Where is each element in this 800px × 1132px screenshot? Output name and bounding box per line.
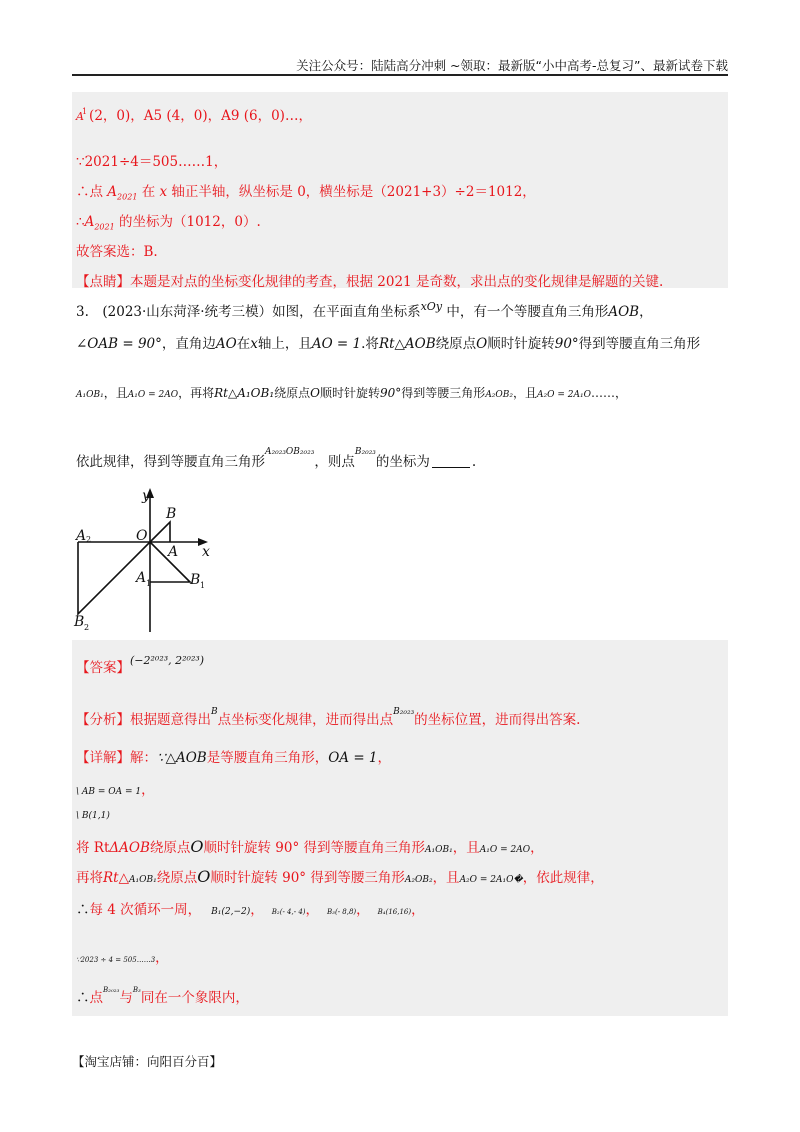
page-header: 关注公众号：陆陆高分冲刺 ~领取：最新版“小中高考-总复习”、最新试卷下载 xyxy=(296,58,728,73)
detail-step-7: ∴点$^{B_{2023}}$与$^{B_3}$同在一个象限内， xyxy=(76,986,249,1006)
solution-line-6: 【点睛】本题是对点的坐标变化规律的考查，根据 2021 是奇数，求出点的变化规律是解题的关键. xyxy=(76,274,664,290)
page-footer: 【淘宝店铺：向阳百分百】 xyxy=(72,1054,223,1069)
solution-line-5: 故答案选：B. xyxy=(76,244,158,260)
solution-line-2: ∵2021÷4＝505……1， xyxy=(76,154,228,170)
label-B: B xyxy=(166,506,177,522)
detail-step-2: \ B(1,1) xyxy=(76,811,110,821)
label-A2: A xyxy=(76,528,87,544)
header-rule xyxy=(72,74,728,76)
label-y: y xyxy=(142,488,150,504)
detail-step-3: 将 RtΔAOB绕原点O顺时针旋转 90° 得到等腰直角三角形A₁OB₁，且A₁O = 2AO， xyxy=(76,837,544,856)
detail-step-6: ∵2023 ÷ 4 = 505……3， xyxy=(76,950,169,966)
label-O: O xyxy=(136,528,148,544)
solution-line-4: $\therefore A_{2021}$ 的坐标为（1012，0）. xyxy=(76,214,261,232)
svg-text:2: 2 xyxy=(84,623,90,632)
label-x: x xyxy=(202,544,210,560)
detail-step-4: 再将Rt△A₁OB₁绕原点O顺时针旋转 90° 得到等腰三角形A₂OB₂，且A₂O = 2A₁O�，依此规律， xyxy=(76,867,604,886)
label-A: A xyxy=(168,544,179,560)
triangle-AOB xyxy=(150,522,170,542)
answer-line: 【答案】$^{(-2^{2023}, 2^{2023})}$ xyxy=(76,654,205,676)
label-A1: A xyxy=(136,570,147,586)
label-B1: B xyxy=(190,572,201,588)
svg-text:1: 1 xyxy=(200,581,206,590)
detail-step-1: \ AB = OA = 1， xyxy=(76,782,155,798)
question-3-line-2: ∠OAB = 90°，直角边AO在x轴上，且AO = 1.将Rt△AOB绕原点O顺时针旋转90°得到等腰直角三角形 xyxy=(76,336,701,352)
analysis-line: 【分析】根据题意得出$^B$点坐标变化规律，进而得出点$^{B_{2023}}$的坐标位置，进而得出答案. xyxy=(76,707,581,728)
question-3-line-3: A₁OB₁，且A₁O = 2AO，再将Rt△A₁OB₁绕原点O顺时针旋转90°得到等腰三角形A₂OB₂，且A₂O = 2A₁O……， xyxy=(76,386,628,400)
answer-blank[interactable] xyxy=(432,457,470,468)
label-B2: B xyxy=(74,614,85,630)
rotation-figure xyxy=(72,484,222,634)
question-3-line-4: 依此规律，得到等腰直角三角形$^{A_{2023}OB_{2023}}$，则点$^{B_{2023}}$的坐标为 . xyxy=(76,447,477,470)
detail-line: 【详解】解：∵△AOB是等腰直角三角形，OA = 1， xyxy=(76,750,392,766)
solution-line-3: ∴点 $A_{2021}$ 在 x 轴正半轴，纵坐标是 0，横坐标是（2021+3）÷2＝1012， xyxy=(76,184,536,202)
svg-text:2: 2 xyxy=(86,535,92,544)
detail-step-5: ∴每 4 次循环一周， B₁(2,−2)， B₂(- 4,- 4)， B₃(- 8,8)， B₄(16,16)， xyxy=(76,902,425,918)
solution-line-1: $A_1$ (2，0)，A5 (4，0)，A9 (6，0)…， xyxy=(76,106,312,124)
question-3-line-1: 3. (2023·山东菏泽·统考三模）如图，在平面直角坐标系$^{xOy}$ 中，有一个等腰直角三角形AOB， xyxy=(76,300,653,320)
solution-block xyxy=(72,640,728,1016)
svg-text:1: 1 xyxy=(146,579,152,588)
